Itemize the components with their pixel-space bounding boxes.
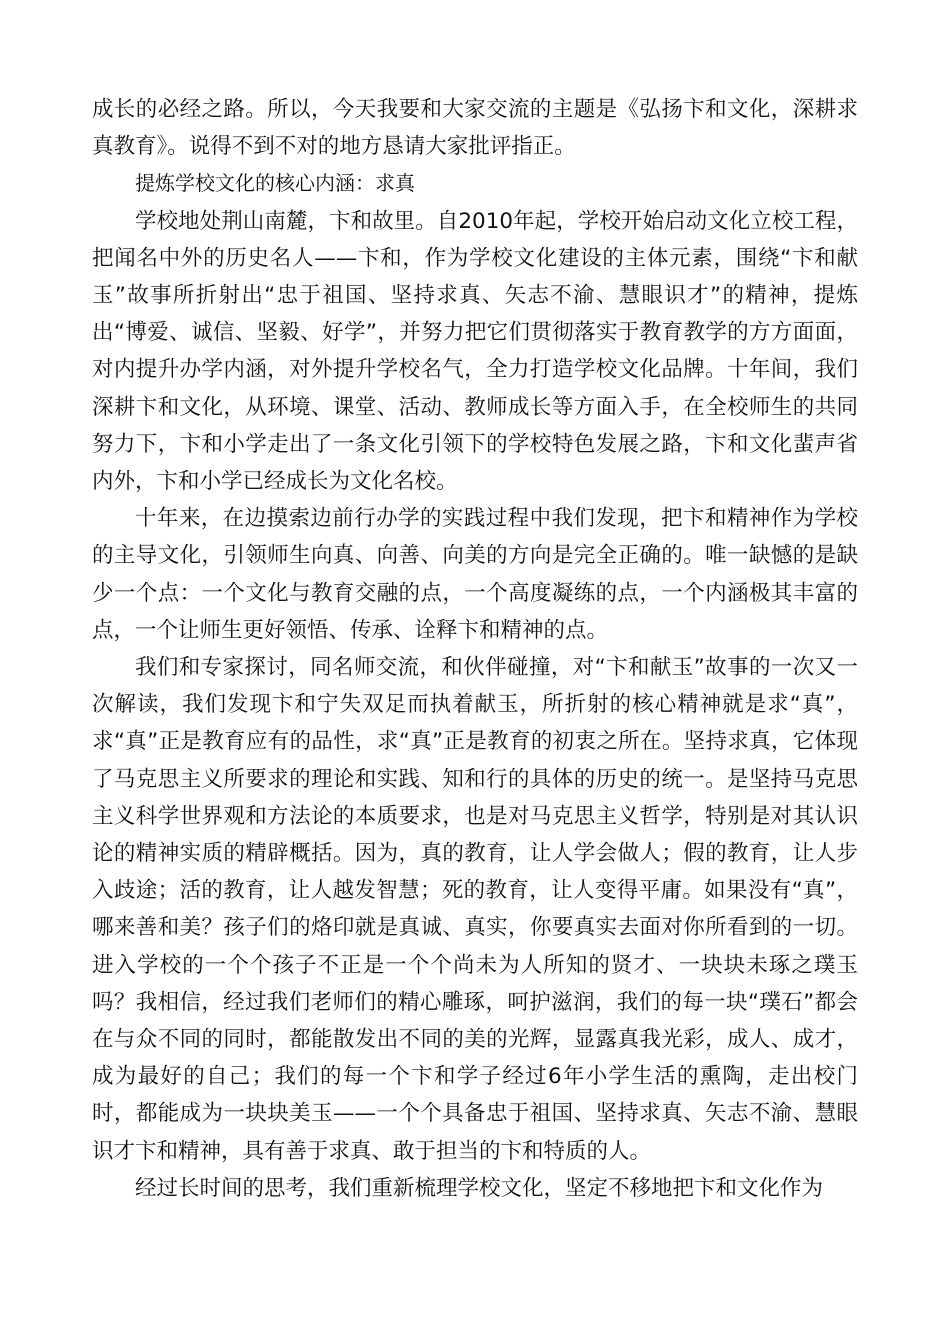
- paragraph-seeking-truth: 我们和专家探讨，同名师交流，和伙伴碰撞，对“卞和献玉”故事的一次又一次解读，我们发现卞和宁失双足而执着献玉，所折射的核心精神就是求“真”，求“真”正是教育应有的品性，求“真”正是教育的初衷之所在。坚持求真，它体现了马克思主义所要求的理论和实践、知和行的具体的历史的统一。是坚持马克思主义科学世界观和方法论的本质要求，也是对马克思主义哲学，特别是对其认识论的精神实质的精辟概括。因为，真的教育，让人学会做人；假的教育，让人步入歧途；活的教育，让人越发智慧；死的教育，让人变得平庸。如果没有“真”，哪来善和美？孩子们的烙印就是真诚、真实，你要真实去面对你所看到的一切。进入学校的一个个孩子不正是一个个尚未为人所知的贤才、一块块未琢之璞玉吗？我相信，经过我们老师们的精心雕琢，呵护滋润，我们的每一块“璞石”都会在与众不同的同时，都能散发出不同的美的光辉，显露真我光彩，成人、成才，成为最好的自己；我们的每一个卞和学子经过6年小学生活的熏陶，走出校门时，都能成为一块块美玉——一个个具备忠于祖国、坚持求真、矢志不渝、慧眼识才卞和精神，具有善于求真、敢于担当的卞和特质的人。: [92, 655, 858, 1164]
- document-page: [92, 91, 858, 1207]
- paragraph-ten-years: 十年来，在边摸索边前行办学的实践过程中我们发现，把卞和精神作为学校的主导文化，引领师生向真、向善、向美的方向是完全正确的。唯一缺憾的是缺少一个点：一个文化与教育交融的点，一个高度凝练的点，一个内涵极其丰富的点，一个让师生更好领悟、传承、诠释卞和精神的点。: [92, 506, 858, 643]
- paragraph-school-history: 学校地处荆山南麓，卞和故里。自2010年起，学校开始启动文化立校工程，把闻名中外的历史名人——卞和，作为学校文化建设的主体元素，围绕“卞和献玉”故事所折射出“忠于祖国、坚持求真、矢志不渝、慧眼识才”的精神，提炼出“博爱、诚信、坚毅、好学”，并努力把它们贯彻落实于教育教学的方方面面，对内提升办学内涵，对外提升学校名气，全力打造学校文化品牌。十年间，我们深耕卞和文化，从环境、课堂、活动、教师成长等方面入手，在全校师生的共同努力下，卞和小学走出了一条文化引领下的学校特色发展之路，卞和文化蜚声省内外，卞和小学已经成长为文化名校。: [92, 208, 858, 495]
- section-heading: 提炼学校文化的核心内涵：求真: [135, 171, 415, 196]
- paragraph-conclusion: 经过长时间的思考，我们重新梳理学校文化，坚定不移地把卞和文化作为: [135, 1175, 824, 1201]
- paragraph-intro: 成长的必经之路。所以，今天我要和大家交流的主题是《弘扬卞和文化，深耕求真教育》。说得不到不对的地方恳请大家批评指正。: [92, 97, 858, 160]
